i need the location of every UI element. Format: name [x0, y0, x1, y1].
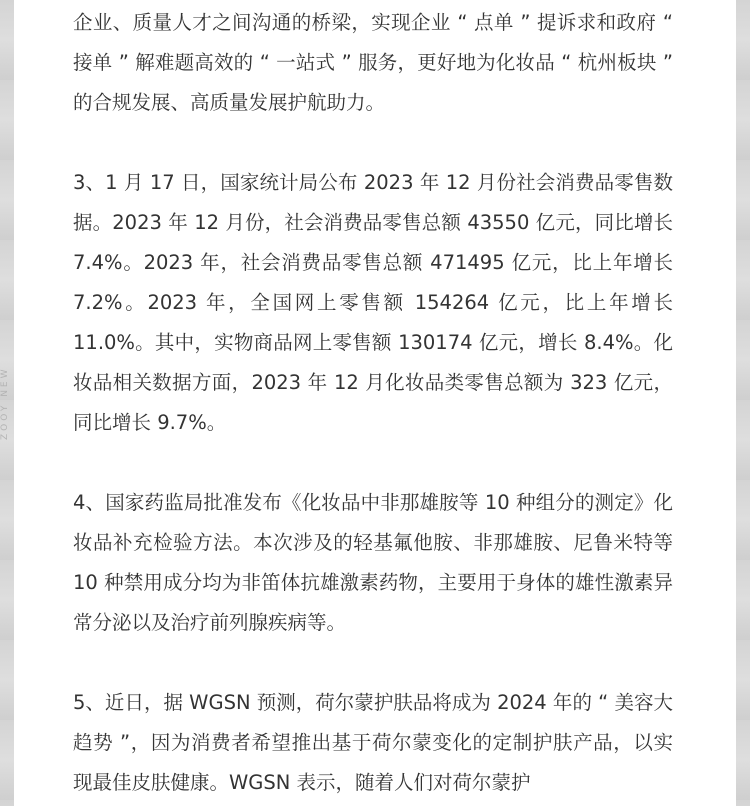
paragraph-wgsn-forecast: 5、近日，据 WGSN 预测，荷尔蒙护肤品将成为 2024 年的 “ 美容大趋势 ”，因为消费者希望推出基于荷尔蒙变化的定制护肤产品，以实现最佳皮肤健康。WGSN 表示，随着人们对荷尔蒙护 [73, 691, 673, 794]
paragraph-nmpa-testing-method: 4、国家药监局批准发布《化妆品中非那雄胺等 10 种组分的测定》化妆品补充检验方法。本次涉及的轻基氟他胺、非那雄胺、尼鲁米特等 10 种禁用成分均为非笛体抗雄激素药物，主要用于身体的雄性激素异常分泌以及治疗前列腺疾病等。 [73, 491, 673, 634]
left-watermark-text: ZOOY NEW [0, 366, 10, 440]
article-body [73, 0, 673, 803]
right-decorative-strip [736, 0, 750, 806]
article-panel [14, 0, 736, 806]
paragraph-hangzhou-service: 企业、质量人才之间沟通的桥梁，实现企业 “ 点单 ” 提诉求和政府 “ 接单 ” 解难题高效的 “ 一站式 ” 服务，更好地为化妆品 “ 杭州板块 ” 的合规发展、高质量发展护航助力。 [73, 11, 673, 114]
left-decorative-strip [0, 0, 14, 806]
paragraph-retail-statistics: 3、1 月 17 日，国家统计局公布 2023 年 12 月份社会消费品零售数据。2023 年 12 月份，社会消费品零售总额 43550 亿元，同比增长 7.4%。2023 年，社会消费品零售总额 471495 亿元，比上年增长 7.2%。2023 年，全国网上零售额 154264 亿元，比上年增长 11.0%。其中，实物商品网上零售额 130174 亿元，增长 8.4%。化妆品相关数据方面，2023 年 12 月化妆品类零售总额为 323 亿元，同比增长 9.7%。 [73, 171, 673, 434]
